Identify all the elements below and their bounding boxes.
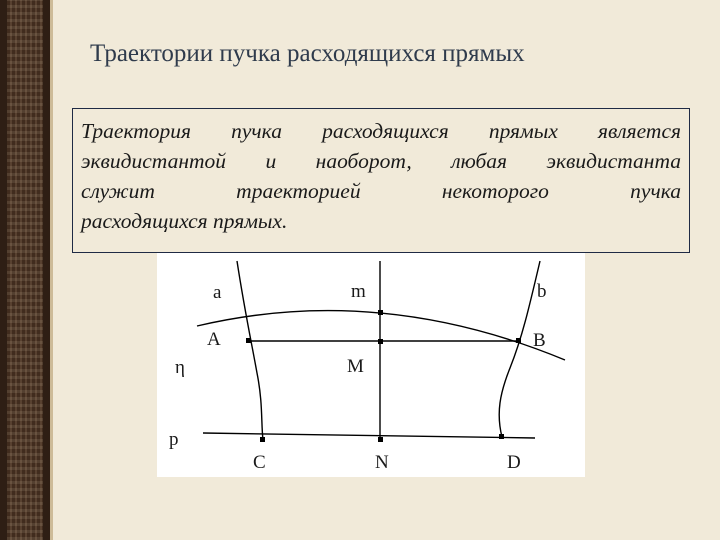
label-a: a: [213, 282, 222, 303]
point-n: [378, 437, 383, 442]
definition-line-1: Траектория пучка расходящихся прямых является: [81, 119, 681, 143]
slide-title: Траектории пучка расходящихся прямых: [90, 40, 525, 67]
label-b: b: [537, 281, 547, 302]
point-d: [499, 434, 504, 439]
sidebar-edge: [50, 0, 53, 540]
equidistant-diagram: [157, 253, 585, 477]
line-a: [237, 261, 263, 440]
definition-box: [72, 108, 690, 253]
label-point-a: A: [207, 329, 221, 350]
equidistant-curve: [197, 311, 565, 360]
label-p: p: [169, 429, 179, 450]
point-b: [516, 338, 521, 343]
point-a: [246, 338, 251, 343]
point-m-upper: [378, 310, 383, 315]
point-m: [378, 339, 383, 344]
definition-line-2: эквидистантой и наоборот, любая эквидистанта: [81, 149, 681, 173]
label-point-m: M: [347, 356, 364, 377]
definition-line-3: служит траекторией некоторого пучка: [81, 179, 681, 203]
label-point-n: N: [375, 452, 389, 473]
decorative-sidebar: [0, 0, 50, 540]
label-point-b: B: [533, 330, 546, 351]
label-point-c: C: [253, 452, 266, 473]
label-point-d: D: [507, 452, 521, 473]
line-p: [203, 433, 535, 438]
point-c: [260, 437, 265, 442]
definition-line-4: расходящихся прямых.: [81, 209, 288, 233]
label-eta: η: [175, 357, 185, 378]
label-m: m: [351, 281, 366, 302]
